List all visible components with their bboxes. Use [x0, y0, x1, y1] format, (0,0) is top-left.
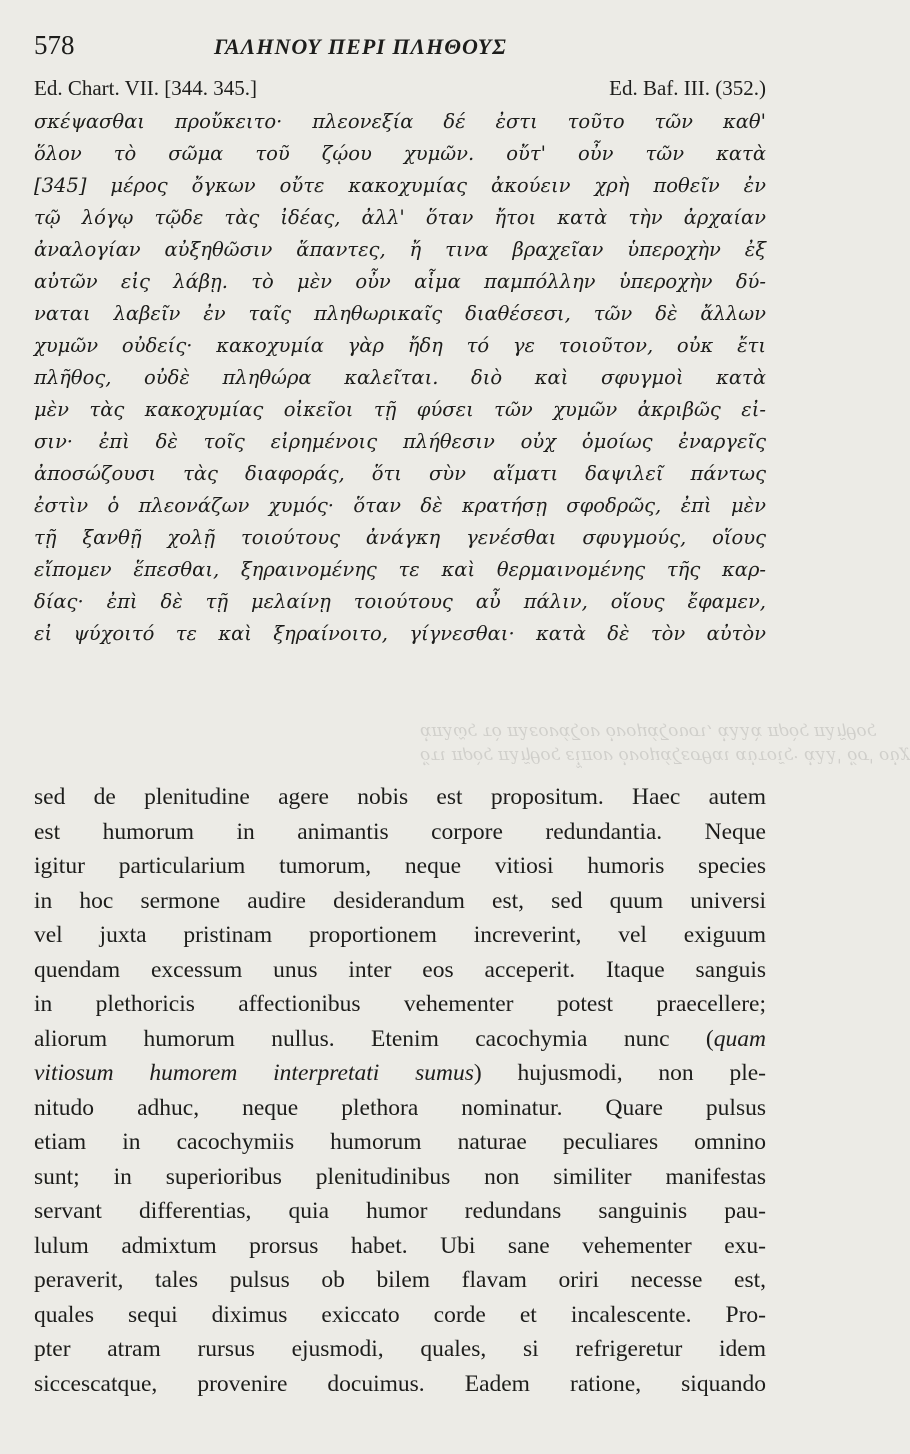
- greek-text-line: ἐστὶν ὁ πλεονάζων χυμός· ὅταν δὲ κρατήσῃ σφοδρῶς, ἐπὶ μὲν: [34, 494, 766, 517]
- latin-text-segment: siccescatque, provenire docuimus. Eadem ratione, siquando: [34, 1370, 766, 1397]
- latin-text-segment: in hoc sermone audire desiderandum est, sed quum universi: [34, 887, 766, 914]
- greek-text-line: μὲν τὰς κακοχυμίας οἰκεῖοι τῇ φύσει τῶν χυμῶν ἀκριβῶς εἰ-: [34, 398, 766, 421]
- greek-text-line: τῷ λόγῳ τῷδε τὰς ἰδέας, ἀλλ' ὅταν ἤτοι κατὰ τὴν ἀρχαίαν: [34, 206, 766, 229]
- latin-text-segment: aliorum humorum nullus. Etenim cacochymia nunc (: [34, 1025, 714, 1052]
- latin-text-line: [34, 1263, 766, 1298]
- latin-translation-block: [34, 780, 766, 1401]
- greek-text-line: χυμῶν οὐδείς· κακοχυμία γὰρ ἤδη τό γε τοιοῦτον, οὐκ ἔτι: [34, 334, 766, 357]
- greek-text-line: ἀναλογίαν αὐξηθῶσιν ἅπαντες, ἤ τινα βραχεῖαν ὑπεροχὴν ἐξ: [34, 238, 766, 261]
- greek-text-line: πλῆθος, οὐδὲ πληθώρα καλεῖται. διὸ καὶ σφυγμοὶ κατὰ: [34, 366, 766, 389]
- greek-text-line: τῇ ξανθῇ χολῇ τοιούτους ἀνάγκη γενέσθαι σφυγμούς, οἵους: [34, 526, 766, 549]
- greek-text-line: ὅλον τὸ σῶμα τοῦ ζῴου χυμῶν. οὔτ' οὖν τῶν κατὰ: [34, 142, 766, 165]
- latin-text-segment: ) hujusmodi, non ple-: [473, 1060, 766, 1086]
- latin-text-line: [34, 987, 766, 1022]
- greek-text-line: ναται λαβεῖν ἐν ταῖς πληθωρικαῖς διαθέσεσι, τῶν δὲ ἄλλων: [34, 302, 766, 325]
- page-number: 578: [34, 30, 75, 60]
- latin-text-segment: servant differentias, quia humor redundans sanguinis pau-: [34, 1198, 766, 1224]
- latin-text-segment: vel juxta pristinam proportionem increverint, vel exiguum: [34, 922, 766, 948]
- latin-text-segment: quendam excessum unus inter eos acceperit. Itaque sanguis: [34, 956, 766, 983]
- latin-text-line: [34, 918, 766, 953]
- latin-text-segment: nitudo adhuc, neque plethora nominatur. Quare pulsus: [34, 1094, 766, 1121]
- greek-text-line: αὐτῶν εἰς λάβῃ. τὸ μὲν οὖν αἷμα παμπόλλην ὑπεροχὴν δύ-: [34, 270, 766, 293]
- latin-text-line: [34, 1367, 766, 1402]
- edition-reference-chartier: Ed. Chart. VII. [344. 345.]: [34, 76, 257, 100]
- running-title: ΓΑΛΗΝΟΥ ΠΕΡΙ ΠΛΗΘΟΥΣ: [214, 34, 507, 59]
- latin-text-line: [34, 953, 766, 988]
- bleed-through-line: ἁπλῶς τὸ πλεονάζον ὀνομάζουσι, ἀλλὰ πρὸς πλῆθος: [420, 722, 877, 742]
- latin-text-segment: est humorum in animantis corpore redundantia. Neque: [34, 818, 766, 845]
- latin-text-segment: etiam in cacochymiis humorum naturae peculiares omnino: [34, 1129, 766, 1155]
- latin-text-line: [34, 1298, 766, 1333]
- latin-text-line: [34, 1125, 766, 1160]
- latin-text-segment: pter atram rursus ejusmodi, quales, si refrigeretur idem: [34, 1336, 766, 1362]
- latin-text-line: [34, 815, 766, 850]
- latin-text-segment: lulum admixtum prorsus habet. Ubi sane vehementer exu-: [34, 1232, 766, 1259]
- greek-text-line: εἴπομεν ἕπεσθαι, ξηραινομένης τε καὶ θερμαινομένης τῆς καρ-: [34, 558, 766, 581]
- edition-reference-line: [34, 76, 766, 106]
- latin-italic-segment: quam: [713, 1025, 766, 1052]
- latin-text-segment: sunt; in superioribus plenitudinibus non similiter manifestas: [34, 1163, 766, 1190]
- latin-text-line: [34, 884, 766, 919]
- latin-text-line: [34, 1332, 766, 1367]
- latin-text-line: [34, 1056, 766, 1091]
- greek-text-line: σιν· ἐπὶ δὲ τοῖς εἰρημένοις πλήθεσιν οὐχ ὁμοίως ἐναργεῖς: [34, 430, 766, 453]
- greek-text-line: [345] μέρος ὄγκων οὔτε κακοχυμίας ἀκούειν χρὴ ποθεῖν ἐν: [34, 174, 766, 197]
- latin-text-line: [34, 1022, 766, 1057]
- greek-text-line: ἀποσώζουσι τὰς διαφοράς, ὅτι σὺν αἵματι δαψιλεῖ πάντως: [34, 462, 766, 485]
- latin-text-segment: peraverit, tales pulsus ob bilem flavam oriri necesse est,: [34, 1267, 766, 1293]
- latin-text-line: [34, 1194, 766, 1229]
- latin-text-segment: sed de plenitudine agere nobis est propositum. Haec autem: [34, 784, 766, 810]
- greek-text-line: εἰ ψύχοιτό τε καὶ ξηραίνοιτο, γίγνεσθαι· κατὰ δὲ τὸν αὐτὸν: [34, 622, 766, 645]
- latin-text-line: [34, 849, 766, 884]
- edition-reference-basel: Ed. Baf. III. (352.): [609, 76, 766, 100]
- running-header: [34, 30, 764, 64]
- greek-text-block: [34, 106, 766, 650]
- bleed-through-line: ὅτι πρὸς πλῆθος εἶπον ὀνομάζεσθαι αὐτοῖς· ἀλλ' ὅσ' οὐχ: [420, 746, 910, 766]
- latin-text-segment: quales sequi diximus exiccato corde et incalescente. Pro-: [34, 1301, 766, 1328]
- latin-text-line: [34, 1160, 766, 1195]
- latin-text-segment: in plethoricis affectionibus vehementer potest praecellere;: [34, 991, 766, 1017]
- greek-text-line: δίας· ἐπὶ δὲ τῇ μελαίνῃ τοιούτους αὖ πάλιν, οἵους ἔφαμεν,: [34, 590, 766, 613]
- latin-text-line: [34, 1229, 766, 1264]
- latin-text-segment: igitur particularium tumorum, neque vitiosi humoris species: [34, 853, 766, 879]
- latin-italic-segment: vitiosum humorem interpretati sumus: [34, 1060, 474, 1086]
- latin-text-line: [34, 1091, 766, 1126]
- latin-text-line: [34, 780, 766, 815]
- greek-text-line: σκέψασθαι προὔκειτο· πλεονεξία δέ ἐστι τοῦτο τῶν καθ': [34, 110, 766, 133]
- bleed-through-text: [420, 720, 910, 768]
